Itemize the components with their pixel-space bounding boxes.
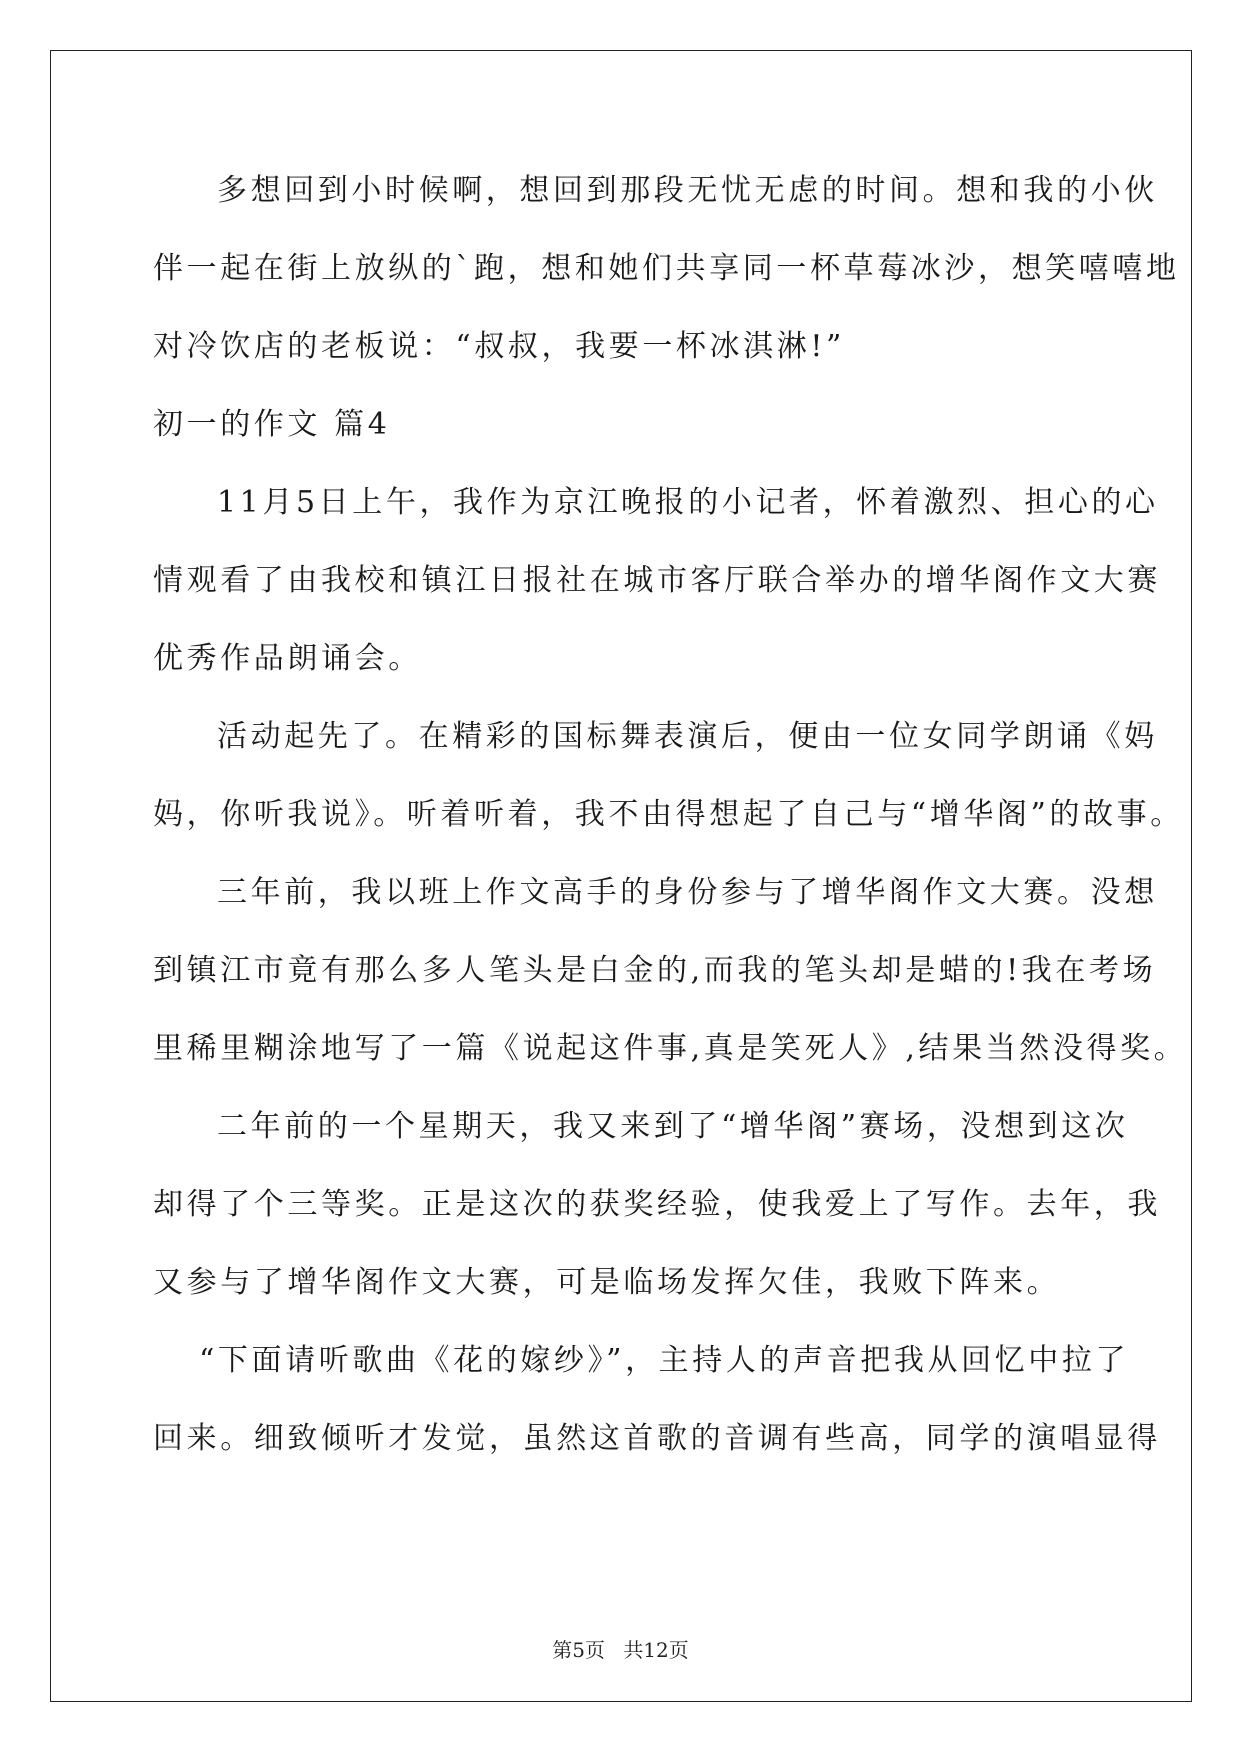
page-footer: [0, 1634, 1241, 1663]
paragraph-line: 却得了个三等奖。正是这次的获奖经验，使我爱上了写作。去年，我: [153, 1187, 1161, 1222]
page-number: 第5页: [552, 1638, 605, 1662]
paragraph-line: 对冷饮店的老板说：“叔叔，我要一杯冰淇淋!”: [153, 329, 845, 364]
paragraph-line: 到镇江市竟有那么多人笔头是白金的,而我的笔头却是蜡的!我在考场: [153, 953, 1157, 988]
paragraph-line: “下面请听歌曲《花的嫁纱》”，主持人的声音把我从回忆中拉了: [199, 1343, 1130, 1378]
paragraph-line: 活动起先了。在精彩的国标舞表演后，便由一位女同学朗诵《妈: [217, 719, 1158, 754]
paragraph-line: 妈，你听我说》。听着听着，我不由得想起了自己与“增华阁”的故事。: [153, 797, 1184, 832]
paragraph-line: 里稀里糊涂地写了一篇《说起这件事,真是笑死人》,结果当然没得奖。: [153, 1031, 1188, 1066]
paragraph-line: 伴一起在街上放纵的`跑，想和她们共享同一杯草莓冰沙，想笑嘻嘻地: [153, 251, 1180, 286]
paragraph-line: 情观看了由我校和镇江日报社在城市客厅联合举办的增华阁作文大赛: [153, 563, 1161, 598]
paragraph-line: 优秀作品朗诵会。: [153, 641, 422, 676]
document-body: [153, 165, 1188, 1491]
paragraph-line: 又参与了增华阁作文大赛，可是临场发挥欠佳，我败下阵来。: [153, 1265, 1061, 1300]
paragraph-line: 三年前，我以班上作文高手的身份参与了增华阁作文大赛。没想: [217, 875, 1158, 910]
paragraph-line: 二年前的一个星期天，我又来到了“增华阁”赛场，没想到这次: [217, 1109, 1129, 1144]
page-total: 共12页: [623, 1638, 689, 1662]
paragraph-line: 多想回到小时候啊，想回到那段无忧无虑的时间。想和我的小伙: [217, 173, 1158, 208]
section-heading: 初一的作文 篇4: [153, 407, 391, 442]
paragraph-line: 11月5日上午，我作为京江晚报的小记者，怀着激烈、担心的心: [217, 485, 1159, 520]
paragraph-line: 回来。细致倾听才发觉，虽然这首歌的音调有些高，同学的演唱显得: [153, 1421, 1161, 1456]
